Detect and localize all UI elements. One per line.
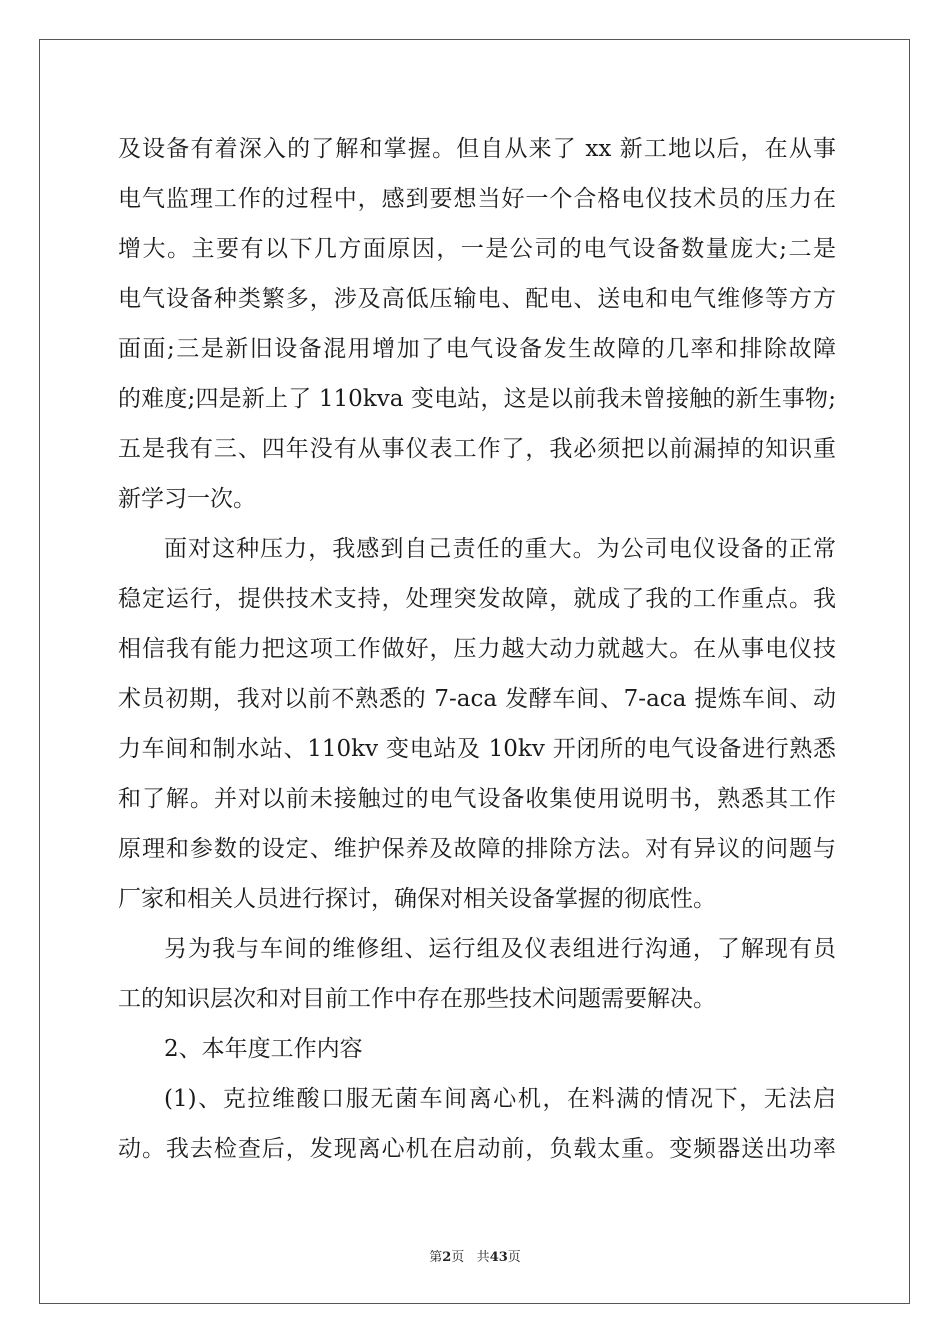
footer-total-prefix: 共 (476, 1250, 490, 1265)
text-line: 面面;三是新旧设备混用增加了电气设备发生故障的几率和排除故障 (118, 336, 836, 362)
text-line: 的难度;四是新上了 110kva 变电站，这是以前我未曾接触的新生事物; (118, 386, 836, 412)
text-line: 相信我有能力把这项工作做好，压力越大动力就越大。在从事电仪技 (118, 636, 836, 662)
text-line: 工的知识层次和对目前工作中存在那些技术问题需要解决。 (118, 986, 716, 1012)
text-line: (1)、克拉维酸口服无菌车间离心机，在料满的情况下，无法启 (164, 1086, 836, 1112)
text-line: 原理和参数的设定、维护保养及故障的排除方法。对有异议的问题与 (118, 836, 836, 862)
text-line: 及设备有着深入的了解和掌握。但自从来了 xx 新工地以后，在从事 (118, 136, 836, 162)
text-line: 2、本年度工作内容 (164, 1036, 363, 1062)
footer-total-suffix: 页 (507, 1250, 521, 1265)
text-line: 增大。主要有以下几方面原因，一是公司的电气设备数量庞大;二是 (118, 236, 836, 262)
text-line: 厂家和相关人员进行探讨，确保对相关设备掌握的彻底性。 (118, 886, 716, 912)
text-line: 术员初期，我对以前不熟悉的 7-aca 发酵车间、7-aca 提炼车间、动 (118, 686, 836, 712)
footer-page-word: 页 (451, 1250, 465, 1265)
text-line: 另为我与车间的维修组、运行组及仪表组进行沟通，了解现有员 (164, 936, 836, 962)
page-footer (0, 1246, 950, 1265)
text-line: 电气设备种类繁多，涉及高低压输电、配电、送电和电气维修等方方 (118, 286, 836, 312)
document-body (118, 127, 836, 1177)
text-line: 和了解。并对以前未接触过的电气设备收集使用说明书，熟悉其工作 (118, 786, 836, 812)
text-line: 力车间和制水站、110kv 变电站及 10kv 开闭所的电气设备进行熟悉 (118, 736, 836, 762)
text-line: 电气监理工作的过程中，感到要想当好一个合格电仪技术员的压力在 (118, 186, 836, 212)
text-line: 面对这种压力，我感到自己责任的重大。为公司电仪设备的正常 (164, 536, 836, 562)
total-pages-number: 43 (489, 1250, 508, 1265)
text-line: 五是我有三、四年没有从事仪表工作了，我必须把以前漏掉的知识重 (118, 436, 836, 462)
text-line: 稳定运行，提供技术支持，处理突发故障，就成了我的工作重点。我 (118, 586, 836, 612)
text-line: 动。我去检查后，发现离心机在启动前，负载太重。变频器送出功率 (118, 1136, 836, 1162)
current-page-number: 2 (442, 1250, 452, 1265)
text-line: 新学习一次。 (118, 486, 256, 512)
footer-prefix: 第 (429, 1250, 443, 1265)
